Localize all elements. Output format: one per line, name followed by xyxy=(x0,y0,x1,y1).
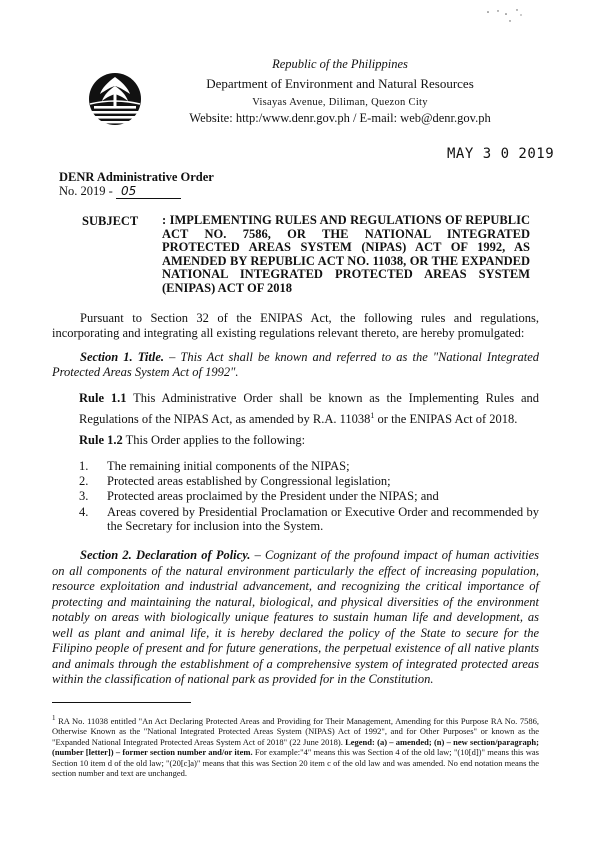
rule-1-2-label: Rule 1.2 xyxy=(79,433,123,447)
list-item-text: Protected areas proclaimed by the President under the NIPAS; and xyxy=(107,489,439,503)
footnote-mark: 1 xyxy=(52,714,56,722)
list-item-text: Areas covered by Presidential Proclamation or Executive Order and recommended by the Secretary for inclusion into the System. xyxy=(107,505,539,533)
footnote xyxy=(52,713,539,779)
contact-line: Website: http:/www.denr.gov.ph / E-mail: web@denr.gov.ph xyxy=(189,111,491,125)
address-line: Visayas Avenue, Diliman, Quezon City xyxy=(252,97,428,108)
list-item-text: The remaining initial components of the NIPAS; xyxy=(107,459,350,473)
list-item-number: 4. xyxy=(79,505,89,519)
denr-logo xyxy=(86,68,144,130)
subject-text: : IMPLEMENTING RULES AND REGULATIONS OF REPUBLIC ACT NO. 7586, OR THE NATIONAL INTEGRATED PROTECTED AREAS SYSTEM (NIPAS) ACT OF 1992, AS AMENDED BY REPUBLIC ACT NO. 11038, OR THE EXPANDED NATIONAL INTEGRATED PROTECTED AREAS SYSTEM (ENIPAS) ACT OF 2018 xyxy=(162,213,530,295)
rule-1-1 xyxy=(79,390,539,428)
list-item-number: 2. xyxy=(79,474,89,488)
footnote-legend: Legend: (a) – amended; (n) – new section/paragraph; (number [letter]) – former section number and/or item. xyxy=(52,736,539,758)
list-item xyxy=(79,474,539,488)
rule-1-1-label: Rule 1.1 xyxy=(79,391,127,405)
subject-label: SUBJECT xyxy=(82,214,139,228)
republic-line: Republic of the Philippines xyxy=(272,57,408,71)
list-item-text: Protected areas established by Congressional legislation; xyxy=(107,474,391,488)
section-1-text: – This Act shall be known and referred to as the "National Integrated Protected Areas System Act of 1992". xyxy=(52,350,539,379)
rule-1-2 xyxy=(79,433,305,448)
footnote-text-b: For example:"4" means this was Section 4 of the old law; "(10[d])" means this was Section 10 item d of the old law; "(20[c]a)" means that this was Section 20 item c of the old law and was amended. No end notation means the section number and text are unchanged. xyxy=(52,747,539,779)
section-2-text: – Cognizant of the profound impact of human activities on all components of the natural environment particularly the effect of increasing population, resource exploitation and industrial advancement, and recognizing the critical importance of protecting and maintaining the natural, biological, and physical diversities of the environment notably on areas with biologically unique features to sustain human life and development, as well as plant and animal life, it is hereby declared the policy of the State to secure for the Filipino people of present and for future generations, the perpetual existence of all native plants and animals through the establishment of a comprehensive system of integrated protected areas within the classification of national park as provided for in the Constitution. xyxy=(52,548,539,686)
list-item xyxy=(79,489,539,503)
department-name: Department of Environment and Natural Resources xyxy=(206,76,474,91)
list-item xyxy=(79,459,539,473)
footnote-divider xyxy=(52,702,191,703)
footnote-ref: 1 xyxy=(370,411,375,420)
scan-marks xyxy=(484,6,524,26)
order-number-handwritten: 05 xyxy=(116,184,181,199)
rule-1-1-text-b: or the ENIPAS Act of 2018. xyxy=(374,412,518,427)
footnote-text-a: RA No. 11038 entitled "An Act Declaring Protected Areas and Providing for Their Management, Amending for this Purpose RA No. 7586, Otherwise Known as the "National Integrated Protected Areas System (NIPAS) Act of 1992", and for Other Purposes" or known as the "Expanded National Integrated Protected Areas System Act of 2018" (22 June 2018). xyxy=(52,715,539,747)
order-number-prefix: No. 2019 - xyxy=(59,184,113,198)
list-item xyxy=(79,505,539,533)
section-2-heading: Section 2. Declaration of Policy. xyxy=(80,548,251,562)
preamble-paragraph: Pursuant to Section 32 of the ENIPAS Act, the following rules and regulations, incorporating and integrating all existing regulations relevant thereto, are hereby promulgated: xyxy=(52,311,539,340)
order-number xyxy=(59,184,181,199)
date-stamp: MAY 3 0 2019 xyxy=(447,146,555,162)
rule-1-1-text-a: This Administrative Order shall be known as the Implementing Rules and Regulations of the NIPAS Act, as amended by R.A. 11038 xyxy=(79,391,540,427)
list-item-number: 3. xyxy=(79,489,89,503)
section-2 xyxy=(52,548,539,688)
rule-1-2-text: This Order applies to the following: xyxy=(122,433,306,447)
list-item-number: 1. xyxy=(79,459,89,473)
section-1-heading: Section 1. Title. xyxy=(80,350,164,364)
order-title: DENR Administrative Order xyxy=(59,170,214,184)
section-1 xyxy=(52,350,539,380)
